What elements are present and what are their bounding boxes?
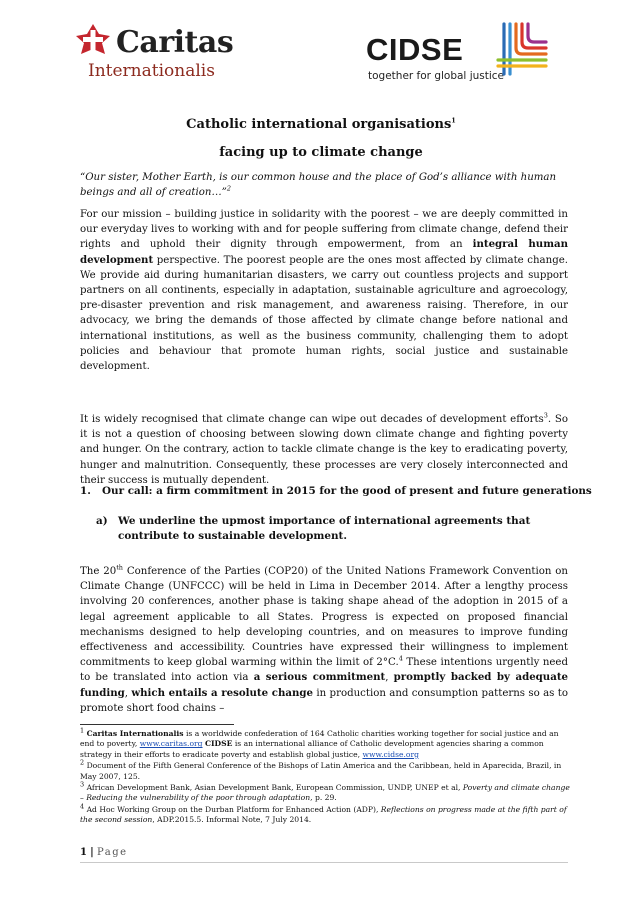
footnote-separator [80, 724, 234, 725]
caritas-logo-name: Caritas [116, 25, 234, 60]
document-title-line2: facing up to climate change [219, 145, 423, 160]
cidse-logo [366, 20, 566, 90]
footnote-3: $^3$ African Development Bank, Asian Development Bank, European Commission, UNDP, UNEP et al, Poverty and climate change – Reducing the vulnerability of the poor through adaptation, p. 29. [80, 780, 570, 803]
cidse-logo-tagline: together for global justice [368, 70, 504, 82]
caritas-cross-icon [72, 22, 114, 62]
cidse-logo-name: CIDSE [366, 32, 464, 67]
footnote-ref-3: 3 [543, 411, 548, 420]
caritas-logo [72, 22, 242, 82]
footnote-1: $^1$ Caritas Internationalis is a worldwide confederation of 164 Catholic charities working together for social justice and an end to poverty, www.caritas.org CIDSE is an international alliance of Catholic development agencies sharing a common strategy in their efforts to eradicate poverty and establish global justice, www.cidse.org [80, 726, 559, 759]
cidse-website-link[interactable]: www.cidse.org [362, 749, 419, 759]
paragraph-development: It is widely recognised that climate change can wipe out decades of development efforts$^3$. So it is not a question of choosing between slowing down climate change and fighting poverty and hunger. On the contrary, action to tackle climate change is the key to eradicating poverty, hunger and malnutrition. Consequently, these processes are very closely interconnected and their success is mutually dependent. [80, 411, 568, 486]
footnote-ref-1: 1 [451, 116, 456, 125]
cidse-knot-icon [494, 20, 550, 78]
document-title: Catholic international organisations$^1$ [186, 116, 456, 132]
footnotes-list [80, 726, 572, 827]
epigraph-quote: “Our sister, Mother Earth, is our common house and the place of God’s alliance with human beings and all of creation…”$^2$ [80, 172, 557, 198]
page-number: 1 | Page [80, 847, 128, 858]
footnote-ref-4: 4 [398, 654, 403, 663]
caritas-website-link[interactable]: www.caritas.org [139, 739, 203, 749]
footnote-2: $^2$ Document of the Fifth General Conference of the Bishops of Latin America and the Caribbean, held in Aparecida, Brazil, in May 2007, 125. [80, 758, 562, 781]
document-page: Caritas Internationalis CIDSE together for global justice Catholic international organisations$^1$ facing up to climate change “Our sister, Mother Earth, is our common house and the place of God’s alliance with human beings and all of creation…”$^2$ For our mission – building justice in solidarity with the poorest – we are deeply committed in our everyday lives to working with and for people suffering from climate change, defend their rights and uphold their dignity through empowerment, from an integral human development perspective. The poorest people are the ones most affected by climate change. We provide aid during humanitarian disasters, we carry out countless projects and support partners on all continents, especially in adaptation, sustainable agriculture and agroecology, pre-disaster prevention and risk management, and awareness raising. Therefore, in our advocacy, we bring the demands of those affected by climate change before national and international institutions, as well as the business community, challenging them to adopt policies and behaviour that promote human rights, social justice and sustainable development. It is widely recognised that climate change can wipe out decades of development efforts$^3$. So it is not a question of choosing between slowing down climate change and fighting poverty and hunger. On the contrary, action to tackle climate change is the key to eradicating poverty, hunger and malnutrition. Consequently, these processes are very closely interconnected and their success is mutually dependent. 1. Our call: a firm commitment in 2015 for the good of present and future generations a) We underline the upmost importance of international agreements that contribute to sustainable development. The 20th Conference of the Parties (COP20) of the United Nations Framework Convention on Climate Change (UNFCCC) will be held in Lima in December 2014. After a lengthy process involving 20 conferences, another phase is taking shape ahead of the adoption in 2015 of a legal agreement applicable to all States. Progress is expected on proposed financial mechanisms designed to help developing countries, and on measures to improve funding effectiveness and accessibility. Countries have expressed their willingness to implement commitments to keep global warming within the limit of 2°C.$^4$ These intentions urgently need to be translated into action via a serious commitment, promptly backed by adequate funding, which entails a resolute change in production and consumption patterns so as to promote short food chains – $^1$ Caritas Internationalis is a worldwide confederation of 164 Catholic charities working together for social justice and an end to poverty, www.caritas.org CIDSE is an international alliance of Catholic development agencies sharing a common strategy in their efforts to eradicate poverty and establish global justice, www.cidse.org $^2$ Document of the Fifth General Conference of the Bishops of Latin America and the Caribbean, held in Aparecida, Brazil, in May 2007, 125. $^3$ African Development Bank, Asian Development Bank, European Commission, UNDP, UNEP et al, Poverty and climate change – Reducing the vulnerability of the poor through adaptation, p. 29. $^4$ Ad Hoc Working Group on the Durban Platform for Enhanced Action (ADP), Reflections on progress made at the fifth part of the second session, ADP.2015.5. Informal Note, 7 July 2014. 1 | Page [0, 0, 642, 909]
footnote-4: $^4$ Ad Hoc Working Group on the Durban Platform for Enhanced Action (ADP), Reflections on progress made at the fifth part of the second session, ADP.2015.5. Informal Note, 7 July 2014. [80, 802, 567, 825]
footnote-ref-2: 2 [226, 184, 231, 193]
caritas-logo-subtitle: Internationalis [88, 61, 215, 81]
page-footer-rule [80, 862, 568, 863]
paragraph-cop20: The 20th Conference of the Parties (COP20) of the United Nations Framework Convention on Climate Change (UNFCCC) will be held in Lima in December 2014. After a lengthy process involving 20 conferences, another phase is taking shape ahead of the adoption in 2015 of a legal agreement applicable to all States. Progress is expected on proposed financial mechanisms designed to help developing countries, and on measures to improve funding effectiveness and accessibility. Countries have expressed their willingness to implement commitments to keep global warming within the limit of 2°C.$^4$ These intentions urgently need to be translated into action via a serious commitment, promptly backed by adequate funding, which entails a resolute change in production and consumption patterns so as to promote short food chains – [80, 563, 569, 714]
paragraph-mission: For our mission – building justice in solidarity with the poorest – we are deeply committed in our everyday lives to working with and for people suffering from climate change, defend their rights and uphold their dignity through empowerment, from an integral human development perspective. The poorest people are the ones most affected by climate change. We provide aid during humanitarian disasters, we carry out countless projects and support partners on all continents, especially in adaptation, sustainable agriculture and agroecology, pre-disaster prevention and risk management, and awareness raising. Therefore, in our advocacy, we bring the demands of those affected by climate change before national and international institutions, as well as the business community, challenging them to adopt policies and behaviour that promote human rights, social justice and sustainable development. [80, 209, 569, 373]
